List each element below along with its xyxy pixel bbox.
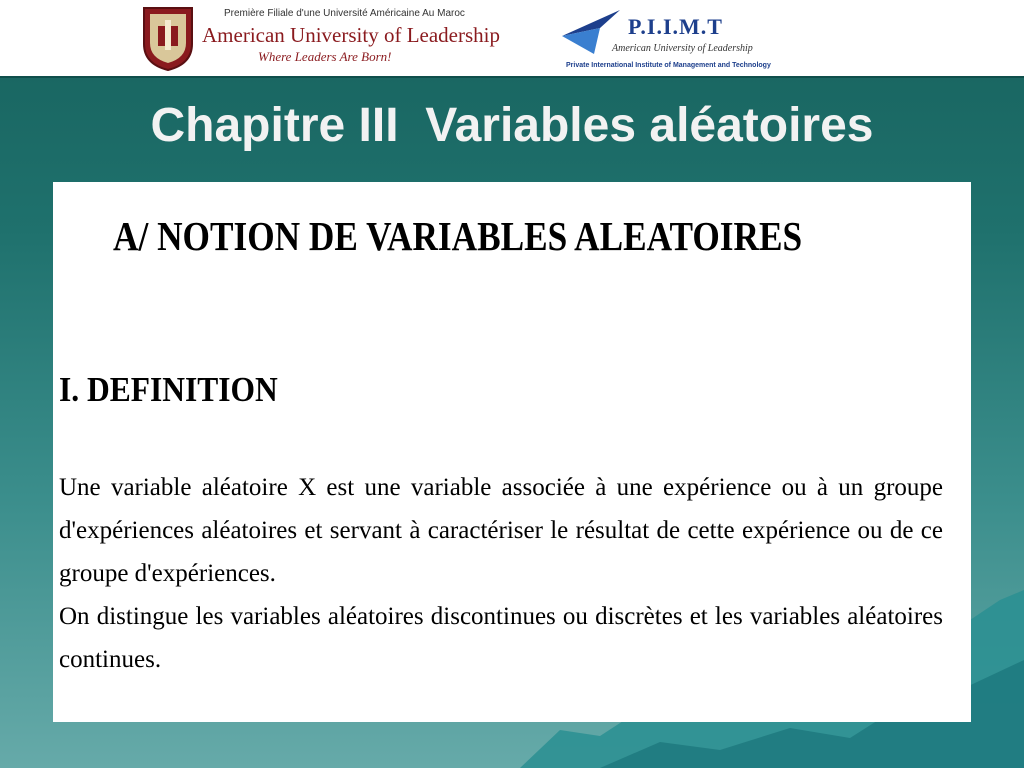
paragraph: On distingue les variables aléatoires discontinues ou discrètes et les variables aléatoires continues. bbox=[59, 603, 943, 673]
aul-seal-logo bbox=[140, 4, 196, 72]
piimt-subtitle: American University of Leadership bbox=[612, 43, 753, 54]
aul-name: American University of Leadership bbox=[202, 23, 500, 47]
paragraph: Une variable aléatoire X est une variable associée à une expérience ou à un groupe d'expériences aléatoires et servant à caractériser le résultat de cette expérience ou de ce groupe d'expériences. bbox=[59, 474, 943, 587]
document-body bbox=[59, 466, 943, 681]
document-heading: A/ NOTION DE VARIABLES ALEATOIRES bbox=[113, 213, 803, 259]
piimt-name: P.I.I.M.T bbox=[628, 14, 723, 39]
header-banner bbox=[0, 0, 1024, 78]
aul-slogan: Where Leaders Are Born! bbox=[258, 49, 392, 64]
slide-title: Chapitre III Variables aléatoires bbox=[150, 99, 874, 152]
document-panel bbox=[53, 182, 971, 722]
section-title: I. DEFINITION bbox=[59, 370, 278, 409]
piimt-full-name: Private International Institute of Management and Technology bbox=[566, 62, 771, 69]
aul-tagline: Première Filiale d'une Université Américaine Au Maroc bbox=[224, 8, 465, 19]
